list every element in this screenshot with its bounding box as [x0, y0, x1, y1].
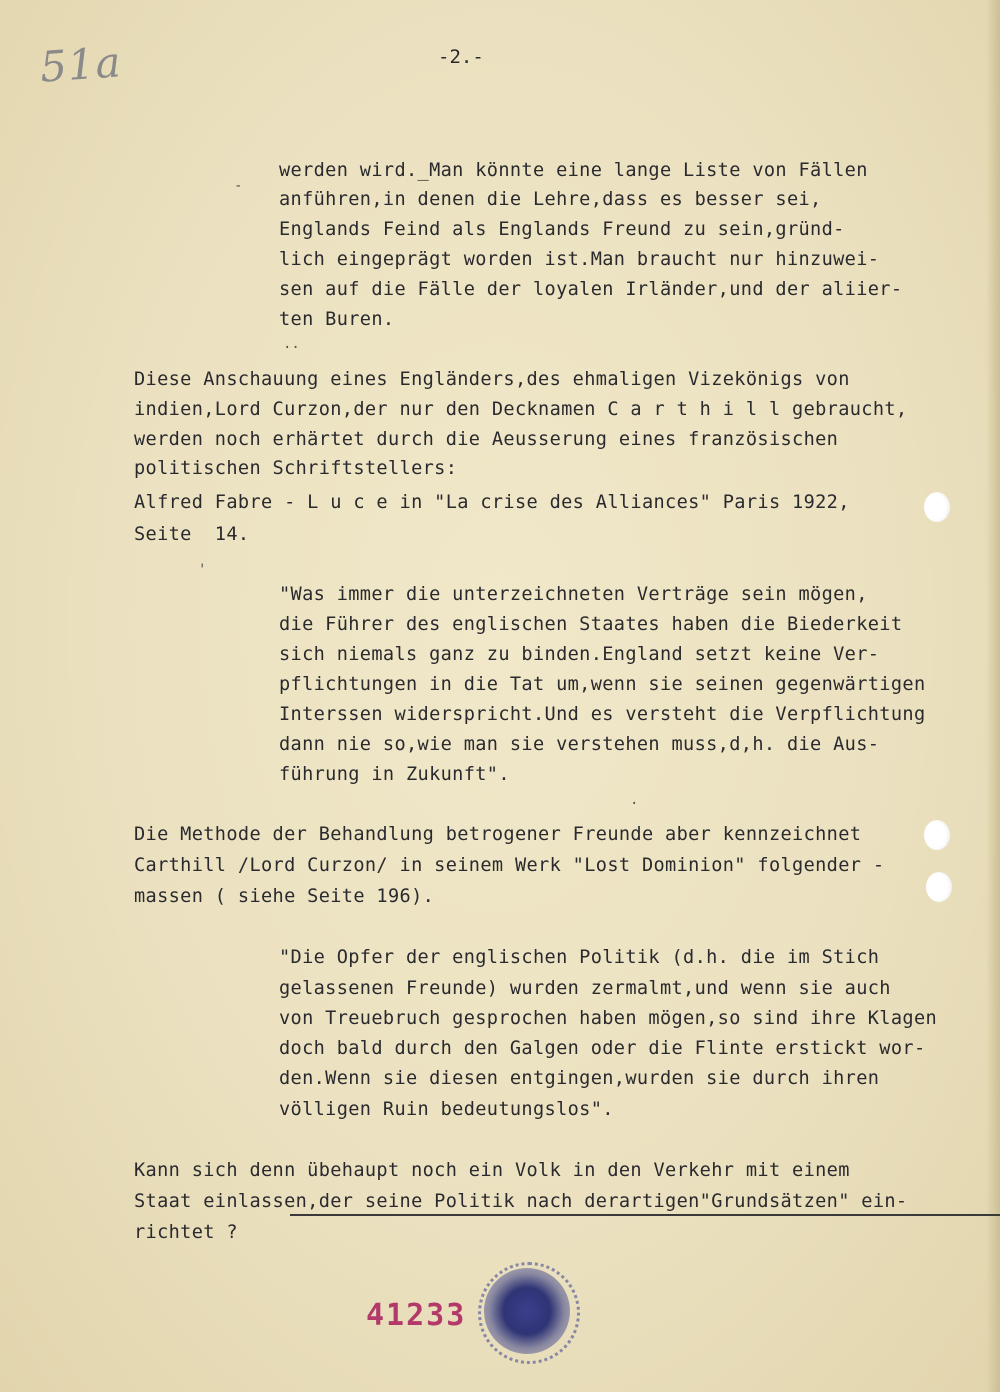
stamp-number: 41233 — [366, 1298, 467, 1333]
text-line: sen auf die Fälle der loyalen Irländer,und der aliier- — [279, 279, 903, 300]
text-line: völligen Ruin bedeutungslos". — [279, 1099, 614, 1120]
text-line: dann nie so,wie man sie verstehen muss,d,h. die Aus- — [279, 734, 880, 755]
text-line: politischen Schriftstellers: — [134, 458, 458, 479]
text-line: von Treuebruch gesprochen haben mögen,so sind ihre Klagen — [279, 1008, 938, 1029]
page-number: -2.- — [438, 46, 484, 68]
text-line: Die Methode der Behandlung betrogener Freunde aber kennzeichnet — [134, 824, 862, 845]
text-line: pflichtungen in die Tat um,wenn sie seinen gegenwärtigen — [279, 674, 926, 695]
text-line: Staat einlassen,der seine Politik nach derartigen"Grundsätzen" ein- — [134, 1191, 908, 1212]
text-line: führung in Zukunft". — [279, 764, 510, 785]
text-line: indien,Lord Curzon,der nur den Decknamen C a r t h i l l gebraucht, — [134, 399, 908, 420]
text-line: Seite 14. — [134, 524, 250, 545]
stray-mark: .. — [283, 336, 300, 352]
text-line: Englands Feind als Englands Freund zu sein,gründ- — [279, 219, 845, 240]
text-line: ten Buren. — [279, 309, 395, 330]
text-line: den.Wenn sie diesen entgingen,wurden sie durch ihren — [279, 1068, 880, 1089]
punch-hole — [924, 820, 950, 850]
text-line: Kann sich denn übehaupt noch ein Volk in den Verkehr mit einem — [134, 1160, 850, 1181]
text-line: lich eingeprägt worden ist.Man braucht nur hinzuwei- — [279, 249, 880, 270]
paper-edge — [986, 0, 1000, 1392]
stray-mark: . — [630, 792, 639, 808]
stray-mark: - — [234, 178, 243, 194]
text-line: Carthill /Lord Curzon/ in seinem Werk "Lost Dominion" folgender - — [134, 855, 885, 876]
text-line: Interssen widerspricht.Und es versteht die Verpflichtung — [279, 704, 926, 725]
official-seal — [484, 1268, 570, 1354]
text-line: anführen,in denen die Lehre,dass es besser sei, — [279, 189, 822, 210]
text-line: Diese Anschauung eines Engländers,des ehmaligen Vizekönigs von — [134, 369, 850, 390]
text-line: massen ( siehe Seite 196). — [134, 886, 435, 907]
text-line: "Die Opfer der englischen Politik (d.h. die im Stich — [279, 947, 880, 968]
text-line: die Führer des englischen Staates haben die Biederkeit — [279, 614, 903, 635]
punch-hole — [926, 872, 952, 902]
punch-hole — [924, 492, 950, 522]
text-line: "Was immer die unterzeichneten Verträge sein mögen, — [279, 584, 868, 605]
text-line: richtet ? — [134, 1222, 238, 1243]
text-line: gelassenen Freunde) wurden zermalmt,und wenn sie auch — [279, 978, 891, 999]
text-line: Alfred Fabre - L u c e in "La crise des Alliances" Paris 1922, — [134, 492, 850, 513]
underline-rule — [290, 1214, 1000, 1216]
text-line: werden wird._Man könnte eine lange Liste von Fällen — [279, 160, 868, 181]
handwritten-note: 51a — [38, 37, 124, 92]
stray-mark: ' — [198, 562, 207, 578]
text-line: sich niemals ganz zu binden.England setzt keine Ver- — [279, 644, 880, 665]
text-line: doch bald durch den Galgen oder die Flinte erstickt wor- — [279, 1038, 926, 1059]
text-line: werden noch erhärtet durch die Aeusserung eines französischen — [134, 429, 839, 450]
